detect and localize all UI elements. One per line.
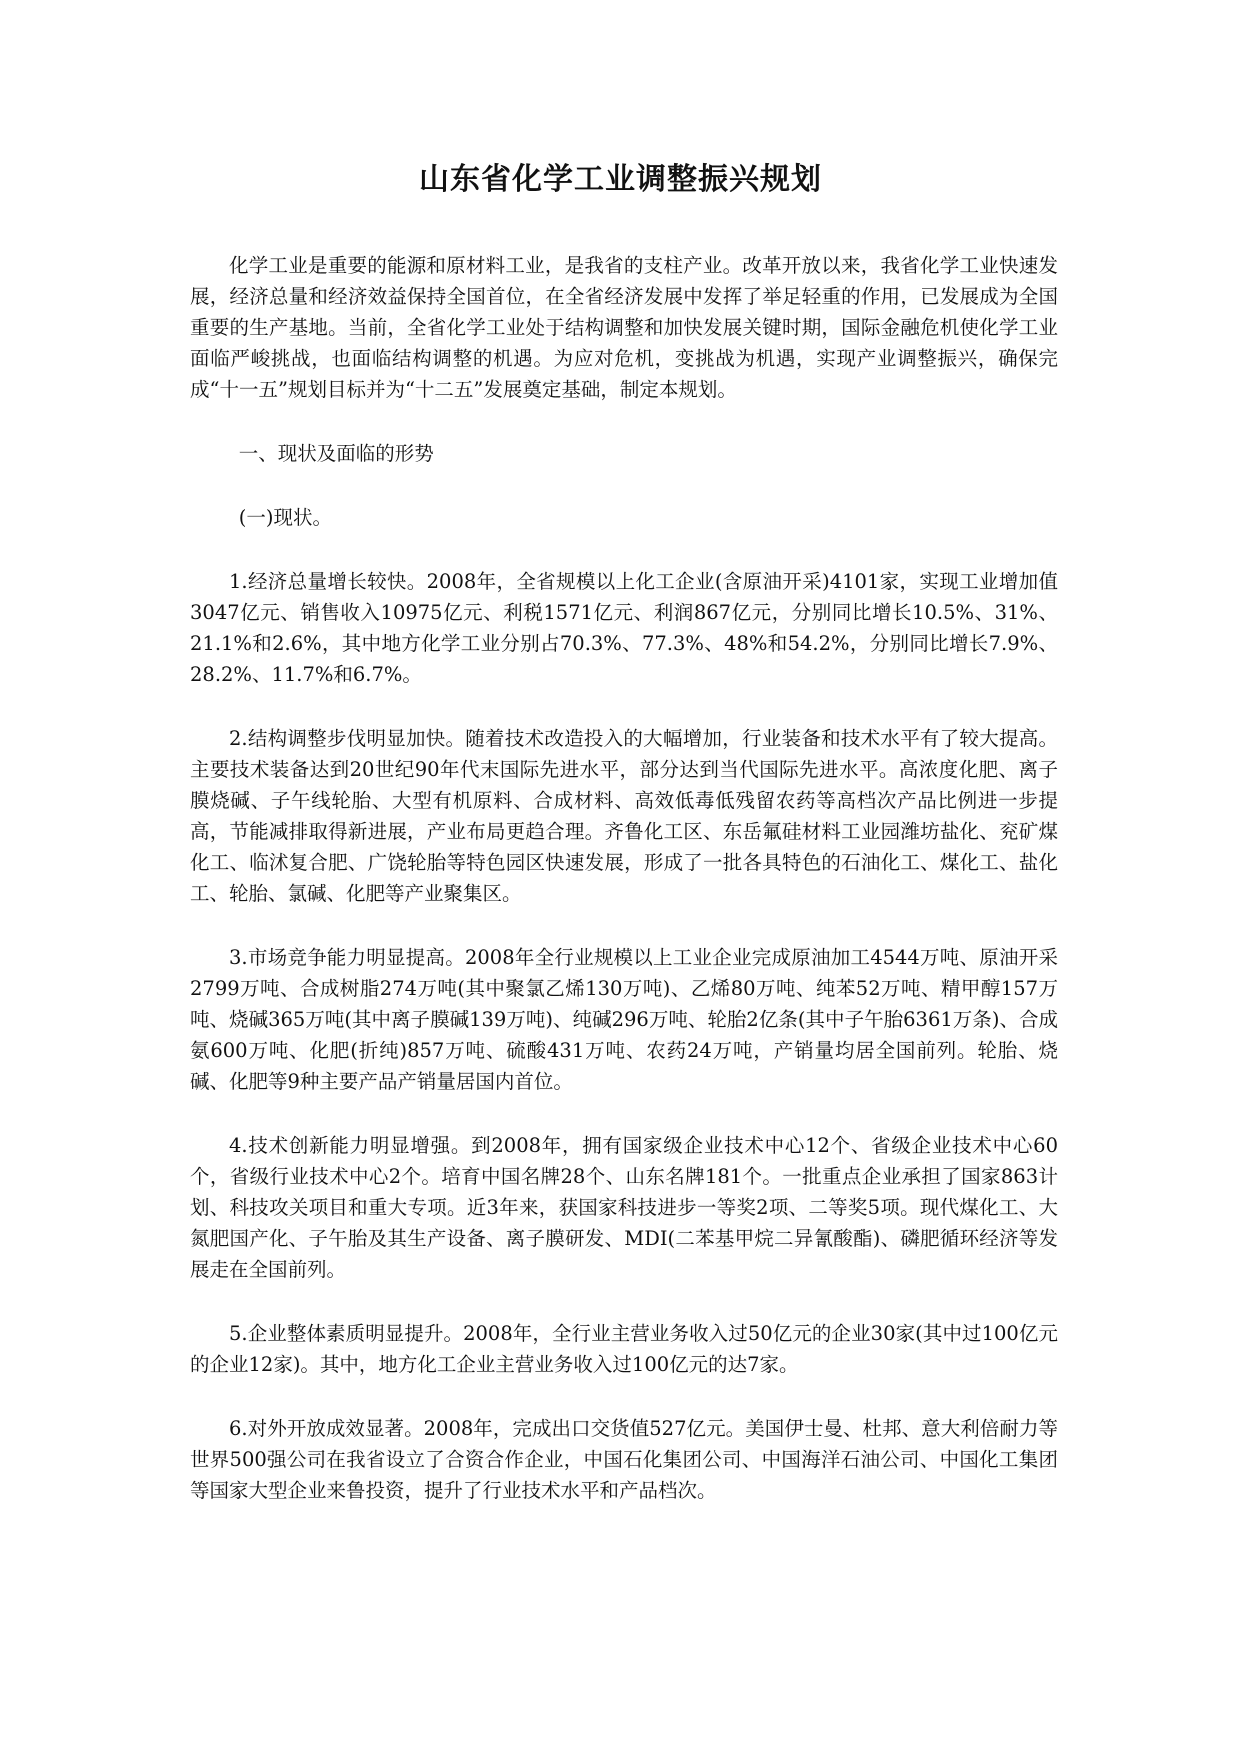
item-paragraph-4: 4.技术创新能力明显增强。到2008年，拥有国家级企业技术中心12个、省级企业技术中心60个，省级行业技术中心2个。培育中国名牌28个、山东名牌181个。一批重点企业承担了国家863计划、科技攻关项目和重大专项。近3年来，获国家科技进步一等奖2项、二等奖5项。现代煤化工、大氮肥国产化、子午胎及其生产设备、离子膜研发、MDI(二苯基甲烷二异氰酸酯)、磷肥循环经济等发展走在全国前列。 — [190, 1134, 1058, 1281]
section-heading: 一、现状及面临的形势 — [238, 442, 434, 465]
subsection-heading: (一)现状。 — [238, 506, 332, 529]
item-paragraph-6: 6.对外开放成效显著。2008年，完成出口交货值527亿元。美国伊士曼、杜邦、意大利倍耐力等世界500强公司在我省设立了合资合作企业，中国石化集团公司、中国海洋石油公司、中国化工集团等国家大型企业来鲁投资，提升了行业技术水平和产品档次。 — [190, 1417, 1058, 1502]
item-paragraph-1: 1.经济总量增长较快。2008年，全省规模以上化工企业(含原油开采)4101家，实现工业增加值3047亿元、销售收入10975亿元、利税1571亿元、利润867亿元，分别同比增长10.5%、31%、21.1%和2.6%，其中地方化学工业分别占70.3%、77.3%、48%和54.2%，分别同比增长7.9%、28.2%、11.7%和6.7%。 — [190, 570, 1058, 686]
item-paragraph-3: 3.市场竞争能力明显提高。2008年全行业规模以上工业企业完成原油加工4544万吨、原油开采2799万吨、合成树脂274万吨(其中聚氯乙烯130万吨)、乙烯80万吨、纯苯52万吨、精甲醇157万吨、烧碱365万吨(其中离子膜碱139万吨)、纯碱296万吨、轮胎2亿条(其中子午胎6361万条)、合成氨600万吨、化肥(折纯)857万吨、硫酸431万吨、农药24万吨，产销量均居全国前列。轮胎、烧碱、化肥等9种主要产品产销量居国内首位。 — [190, 946, 1058, 1093]
item-paragraph-2: 2.结构调整步伐明显加快。随着技术改造投入的大幅增加，行业装备和技术水平有了较大提高。主要技术装备达到20世纪90年代末国际先进水平，部分达到当代国际先进水平。高浓度化肥、离子膜烧碱、子午线轮胎、大型有机原料、合成材料、高效低毒低残留农药等高档次产品比例进一步提高，节能减排取得新进展，产业布局更趋合理。齐鲁化工区、东岳氟硅材料工业园潍坊盐化、兖矿煤化工、临沭复合肥、广饶轮胎等特色园区快速发展，形成了一批各具特色的石油化工、煤化工、盐化工、轮胎、氯碱、化肥等产业聚集区。 — [190, 727, 1058, 905]
item-paragraph-5: 5.企业整体素质明显提升。2008年，全行业主营业务收入过50亿元的企业30家(其中过100亿元的企业12家)。其中，地方化工企业主营业务收入过100亿元的达7家。 — [190, 1322, 1058, 1376]
intro-paragraph: 化学工业是重要的能源和原材料工业，是我省的支柱产业。改革开放以来，我省化学工业快速发展，经济总量和经济效益保持全国首位，在全省经济发展中发挥了举足轻重的作用，已发展成为全国重要的生产基地。当前，全省化学工业处于结构调整和加快发展关键时期，国际金融危机使化学工业面临严峻挑战，也面临结构调整的机遇。为应对危机，变挑战为机遇，实现产业调整振兴，确保完成“十一五”规划目标并为“十二五”发展奠定基础，制定本规划。 — [190, 254, 1058, 401]
document-title: 山东省化学工业调整振兴规划 — [419, 162, 822, 197]
document-body — [190, 250, 1058, 1506]
